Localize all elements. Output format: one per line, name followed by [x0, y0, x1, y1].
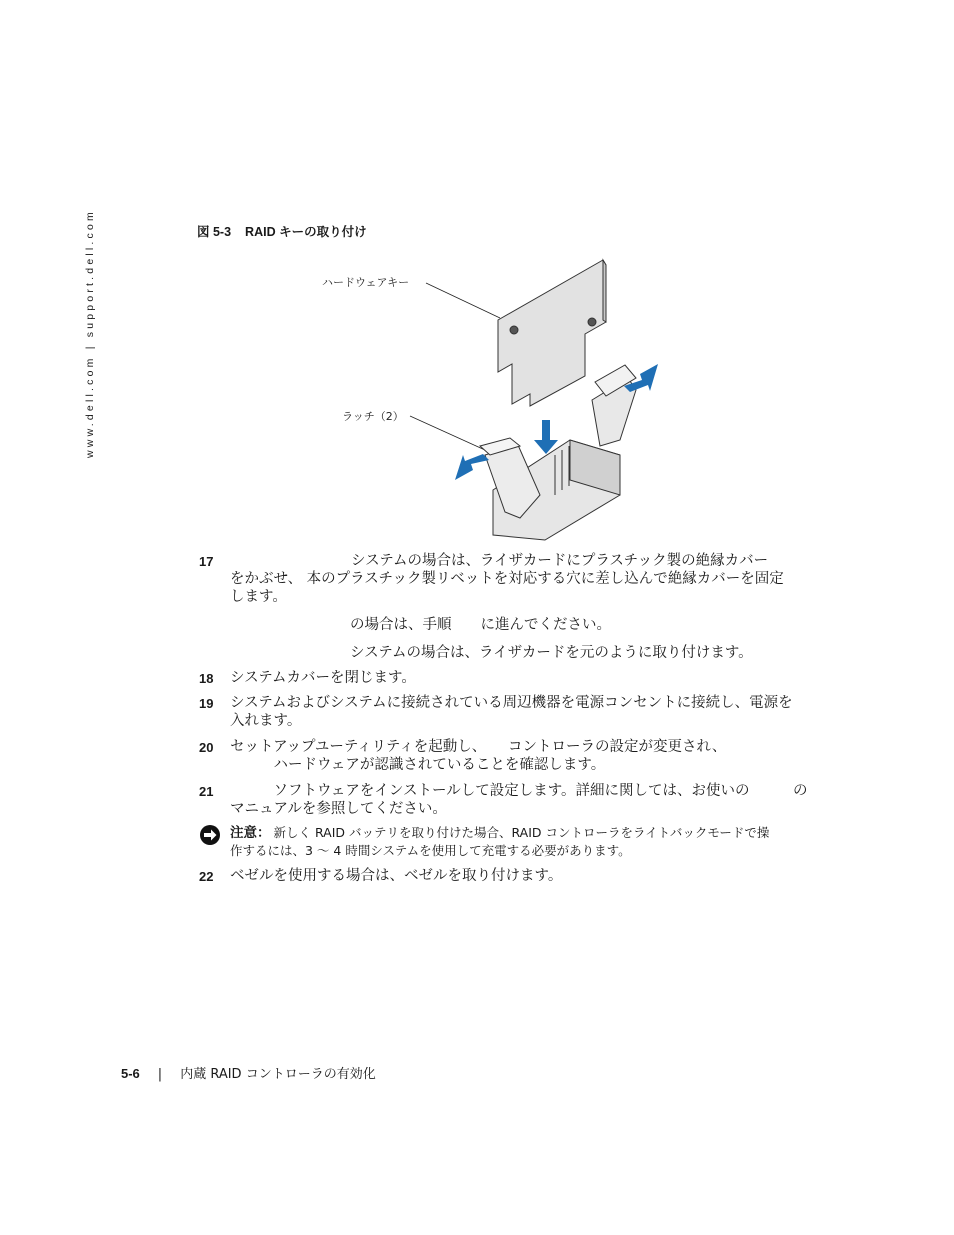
- substep-1: の場合は、手順 に進んでください。: [350, 617, 611, 633]
- step-number: 22: [199, 869, 214, 884]
- page-number: 5-6: [121, 1066, 140, 1081]
- step-text: セットアップユーティリティを起動し、 コントローラの設定が変更され、 ハードウェアが認識されていることを確認します。: [230, 739, 727, 773]
- step-text: ベゼルを使用する場合は、ベゼルを取り付けます。: [230, 868, 563, 884]
- step-number: 19: [199, 696, 214, 711]
- step-18: [199, 669, 819, 687]
- step-text: システムおよびシステムに接続されている周辺機器を電源コンセントに接続し、電源を 入れます。: [230, 695, 793, 729]
- step-number: 21: [199, 784, 214, 799]
- notice-label: 注意：: [230, 825, 271, 841]
- notice: [199, 824, 819, 859]
- figure-caption: [197, 222, 367, 240]
- arrow-down-icon: [534, 420, 558, 454]
- substep-2: システムの場合は、ライザカードを元のように取り付けます。: [350, 645, 753, 661]
- callout-hardware-key: ハードウェアキー: [322, 276, 410, 289]
- footer-separator: |: [157, 1067, 163, 1082]
- hardware-key-card: [498, 260, 606, 406]
- sidebar-url: www.dell.com | support.dell.com: [84, 209, 96, 458]
- figure-label: 図 5-3: [197, 225, 232, 239]
- step-text: システムの場合は、ライザカードにプラスチック製の絶縁カバー をかぶせ、 本のプラスチック製リベットを対応する穴に差し込んで絶縁カバーを固定 します。: [230, 553, 784, 605]
- page-footer: [121, 1063, 376, 1082]
- step-text: システムカバーを閉じます。: [230, 670, 416, 686]
- step-21: [199, 782, 819, 818]
- raid-key-illustration: [300, 250, 680, 550]
- step-number: 18: [199, 671, 214, 686]
- chapter-title: 内蔵 RAID コントローラの有効化: [180, 1067, 376, 1082]
- step-22: [199, 867, 819, 885]
- step-20: [199, 738, 819, 774]
- figure-title: RAID キーの取り付け: [245, 225, 367, 239]
- step-number: 20: [199, 740, 214, 755]
- notice-icon: [199, 824, 221, 846]
- step-17: [199, 552, 819, 606]
- notice-body: 注意： 新しく RAID バッテリを取り付けた場合、RAID コントローラをライトバックモードで操 作するには、3 〜 4 時間システムを使用して充電する必要があります。: [230, 825, 770, 858]
- step-19: [199, 694, 819, 730]
- callout-latch: ラッチ（2）: [342, 410, 404, 423]
- step-text: ソフトウェアをインストールして設定します。詳細に関しては、お使いの の マニュアルを参照してください。: [230, 783, 808, 817]
- arrow-right-icon: [455, 454, 489, 480]
- step-number: 17: [199, 554, 214, 569]
